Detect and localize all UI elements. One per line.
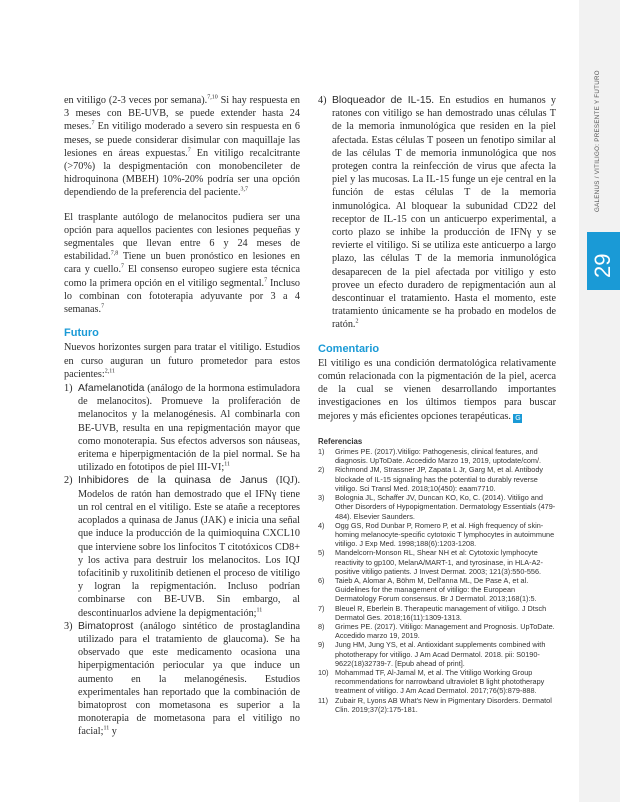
list-item: 3) Bimatoprost (análogo sintético de prostaglandina utilizado para el tratamiento de glaucoma). Se ha observado que este medicamento ocasiona una hiperpigmentación periocular ya que induce un aumento en la melanogénesis. Estudios experimentales han reportado que la combinación de bimatoprost con mometasona es superior a la monoterapia de mometasona para el vitiligo no facial;$^{11}$ y [64,620,300,738]
reference-item: 10) Mohammad TF, Al-Jamal M, et al. The Vitiligo Working Group recommendations for narrowband ultraviolet B light phototherapy treatment of vitiligo. J Am Acad Dermatol. 2017;76(5):879-888. [318,667,545,696]
reference-item: 7) Bleuel R, Eberlein B. Therapeutic management of vitiligo. J Dtsch Dermatol Ges. 2018;16(11):1309-1313. [318,603,547,622]
reference-item: 11) Zubair R, Lyons AB What's New in Pigmentary Disorders. Dermatol Clin. 2019;37(2):175-181. [318,695,552,714]
paragraph-treatment: en vitiligo (2-3 veces por semana).$^{7,10}$ Si hay respuesta en 3 meses con BE-UVB, se puede extender hasta 24 meses.$^7$ En vitiligo moderado a severo sin respuesta en 6 meses, se puede considerar disimular con maquillaje las lesiones en áreas expuestas.$^7$ En vitiligo recalcitrante (>70%) la despigmentación con monobencileter de hidroquinona (MBEH) 10%-20% podría ser una opción dependiendo de la preferencia del paciente.$^{3,7}$ [64,94,300,199]
references-list [318,447,556,714]
reference-item: 3) Bolognia JL, Schaffer JV, Duncan KO, Ko, C. (2014). Vitiligo and Other Disorders of Hypopigmentation. Dermatology Essentials (479-484). Elsevier Saunders. [318,493,556,521]
left-column [64,94,300,739]
comentario-paragraph: El vitiligo es una condición dermatológica relativamente común relacionada con la pigmentación de la piel, acerca de la cual se vienen desarrollando importantes investigaciones en los últimos tiempos para buscar mejores y más eficientes opciones terapéuticas. G [318,357,556,422]
reference-item: 5) Mandelcorn-Monson RL, Shear NH et al: Cytotoxic lymphocyte reactivity to gp100, MelanA/MART-1, and tyrosinase, in HLA-A2-positive vitiligo patients. J Invest Dermat. 2003; 121(3):550-556. [318,548,543,576]
list-item: 2) Inhibidores de la quinasa de Janus (IQJ). Modelos de ratón han demostrado que el IFNγ tiene un rol central en el vitiligo. Este se atañe a receptores acoplados a quinasa de Janus (JAK) e inicia una señal que induce la producción de la quimioquina CXCL10 que interviene sobre los linfocitos T citotóxicos CD8+ y los activa para destruir los melanocitos. Los IQJ tofacitinib y ruxolitinib detienen el proceso de vitiligo y logran la repigmentación. Incluso podrían combinarse con BE-UVB. Sin embargo, al descontinuarlos adviene la depigmentación;$^{11}$ [64,475,301,619]
references-title: Referencias [318,436,363,446]
list-item: 1) Afamelanotida (análogo de la hormona estimuladora de melanocitos). Promueve la proliferación de melanocitos y la melanogénesis. Al combinarla con BE-UVB, resulta en una repigmentación mayor que como monoterapia. Sus efectos adversos son náuseas, eritema e hiperpigmentación de la piel normal. Se ha utilizado en fototipos de piel III-VI;$^{11}$ [64,383,300,474]
reference-item: 6) Taieb A, Alomar A, Böhm M, Dell'anna ML, De Pase A, et al. Guidelines for the management of vitiligo: the European Dermatology Forum consensus. Br J Dermatol. 2013;168(1):5. [318,575,537,604]
references [318,437,556,714]
reference-item: 8) Grimes PE. (2017). Vitiligo: Management and Prognosis. UpToDate. Accedido marzo 19, 2019. [318,621,555,641]
futuro-intro: Nuevos horizontes surgen para tratar el vitiligo. Estudios en curso auguran un futuro prometedor para estos pacientes:$^{2,11}$ [64,342,300,380]
right-column [318,94,556,714]
list-item: 4) Bloqueador de IL-15. En estudios en humanos y ratones con vitiligo se han demostrado unas células T de la memoria inmunológica que residen en la piel afectada. Estas células T poseen un fenotipo similar al de las células T de memoria inmunológica que nos protegen contra la reinfección de virus que afecta la piel y las mucosas. La IL-15 funge un eje central en la función de estas células T de la memoria inmunológica. Al bloquear la subunidad CD22 del receptor de IL-15 con un anticuerpo experimental, a corto plazo se inhibe la producción de IFNγ y se revierte el vitiligo. Si se utiliza este anticuerpo a largo plazo, las células T de la memoria inmunológica desaparecen de la piel afectada por vitiligo y esto provee un efecto duradero de repigmentación aun al descontinuar el tratamiento. Hasta el momento, este tratamiento únicamente se ha probado en modelos de ratón.$^2$ [318,95,556,331]
page-number: 29 [590,253,615,278]
reference-item: 4) Ogg GS, Rod Dunbar P, Romero P, et al. High frequency of skin-homing melanocyte-specific cytotoxic T lymphocytes in autoimmune vitiligo. J Exp Med. 1998;188(6):1203-1208. [318,520,555,549]
paragraph-transplant: El trasplante autólogo de melanocitos pudiera ser una opción para aquellos pacientes con lesiones pequeñas y segmentales que llevan entre 6 y 24 meses de estabilidad.$^{7,8}$ Tiene un buen pronóstico en lesiones en cara y cuello.$^7$ El consenso europeo sugiere esta técnica como la primera opción en el vitiligo segmental.$^7$ Incluso lo combinan con fototerapia adyuvante por 3 a 4 semanas.$^7$ [64,211,301,316]
section-heading-comentario: Comentario [318,342,380,355]
running-header: GALENUS / VITILIGO: PRESENTE Y FUTURO [594,70,601,212]
reference-item: 2) Richmond JM, Strassner JP, Zapata L Jr, Garg M, et al. Antibody blockade of IL-15 signaling has the potential to durably reverse vitiligo. Sci Transl Med. 2018;10(450): eaam7710. [318,465,544,493]
reference-item: 9) Jung HM, Jung YS, et al. Antioxidant supplements combined with phototherapy for vitiligo. J Am Acad Dermatol. 2018. pii: S0190-9622(18)32739-7. [Epub ahead of print]. [318,640,546,668]
reference-item: 1) Grimes PE. (2017).Vitiligo: Pathogenesis, clinical features, and diagnosis. UpToDate. Accedido Marzo 19, 2019, uptodate/com/. [318,447,542,466]
section-heading-futuro: Futuro [64,327,99,340]
end-mark-icon: G [515,414,521,422]
